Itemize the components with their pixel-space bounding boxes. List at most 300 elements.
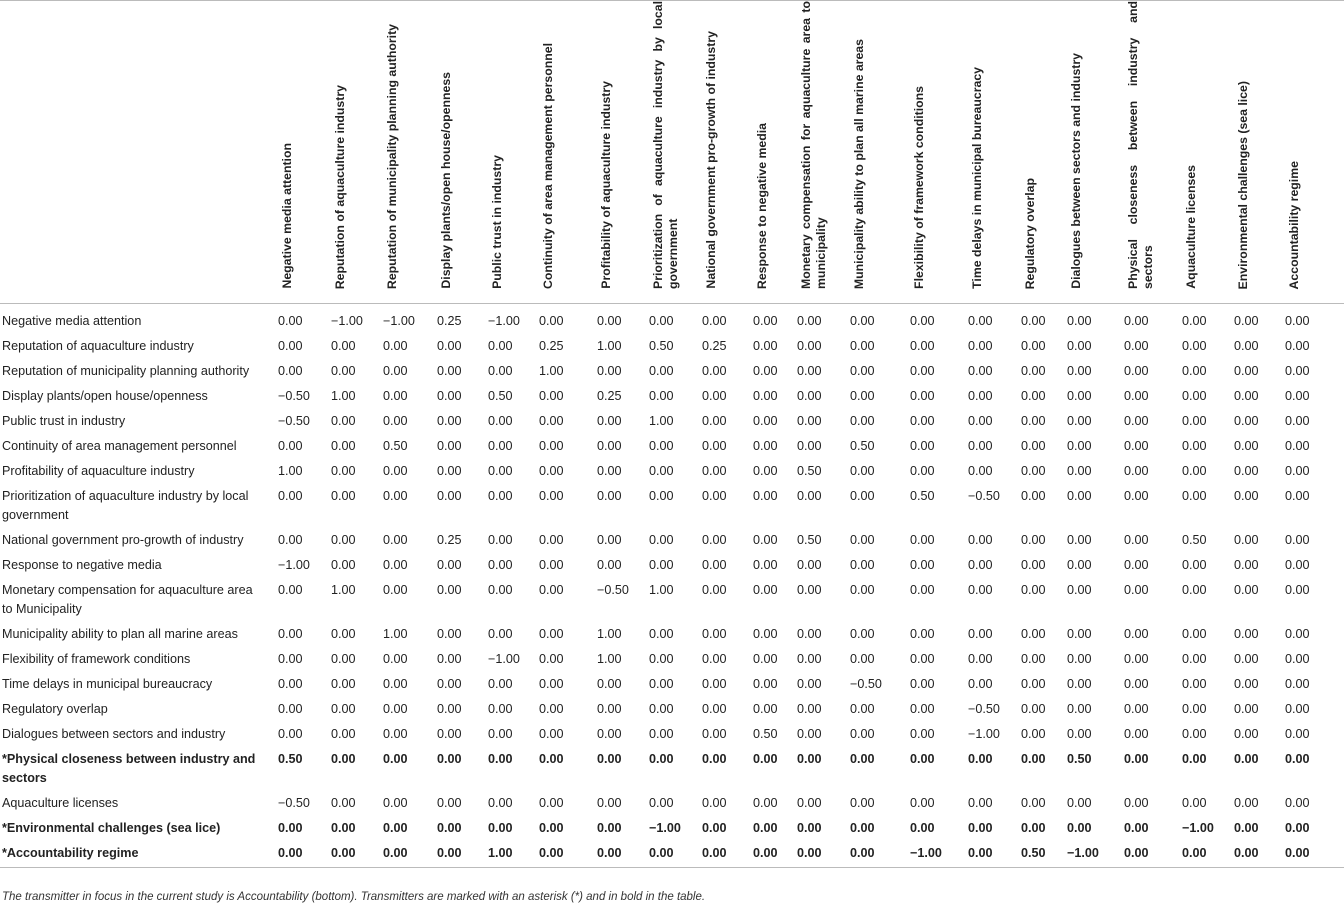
table-cell: 0.25 <box>437 314 462 328</box>
table-cell: 0.00 <box>702 489 727 503</box>
table-cell: 0.00 <box>968 583 993 597</box>
column-header-label: Accountability regime <box>1287 160 1301 289</box>
table-cell: 0.00 <box>702 796 727 810</box>
table-cell: 0.00 <box>1234 439 1259 453</box>
table-cell: 0.00 <box>331 558 356 572</box>
table-cell: 0.00 <box>488 821 513 835</box>
table-cell: 0.00 <box>968 364 993 378</box>
table-cell: 0.00 <box>539 414 564 428</box>
column-header-label: Aquaculture licenses <box>1184 165 1198 289</box>
table-cell: 0.00 <box>539 558 564 572</box>
table-cell: −1.00 <box>1182 821 1214 835</box>
table-cell: 0.00 <box>1285 533 1310 547</box>
header-row <box>0 1 1344 304</box>
row-label: Reputation of municipality planning authority <box>2 364 250 378</box>
table-cell: 0.00 <box>331 464 356 478</box>
table-cell: 0.00 <box>1124 821 1149 835</box>
table-cell: 0.00 <box>753 702 778 716</box>
table-cell: 0.00 <box>1182 627 1207 641</box>
table-cell: 0.00 <box>1124 558 1149 572</box>
table-cell: 0.00 <box>383 702 408 716</box>
column-header-label: Time delays in municipal bureaucracy <box>970 67 984 289</box>
table-cell: 0.00 <box>383 489 408 503</box>
table-cell: 0.00 <box>1285 558 1310 572</box>
table-cell: 0.00 <box>1285 627 1310 641</box>
table-cell: 0.00 <box>850 652 875 666</box>
table-cell: 0.00 <box>488 702 513 716</box>
table-cell: 0.25 <box>539 339 564 353</box>
table-cell: 0.00 <box>278 727 303 741</box>
table-cell: 0.00 <box>1285 339 1310 353</box>
table-cell: 0.00 <box>968 314 993 328</box>
table-cell: 0.00 <box>1285 652 1310 666</box>
table-row <box>0 434 1344 459</box>
table-cell: 0.00 <box>797 558 822 572</box>
row-label: Reputation of aquaculture industry <box>2 339 194 353</box>
column-header-label: Municipality ability to plan all marine areas <box>852 38 866 289</box>
table-cell: 0.00 <box>1234 414 1259 428</box>
table-cell: 0.00 <box>1067 364 1092 378</box>
table-cell: 0.00 <box>910 339 935 353</box>
table-cell: 0.00 <box>383 389 408 403</box>
table-cell: 0.00 <box>1234 533 1259 547</box>
table-cell: 0.50 <box>910 489 935 503</box>
table-cell: 0.00 <box>488 489 513 503</box>
table-cell: 0.00 <box>1234 702 1259 716</box>
table-cell: 0.00 <box>1124 439 1149 453</box>
table-cell: 0.00 <box>1182 339 1207 353</box>
table-cell: 0.00 <box>1182 389 1207 403</box>
table-cell: 0.00 <box>383 652 408 666</box>
table-cell: 0.00 <box>597 727 622 741</box>
column-header <box>795 1 848 304</box>
table-cell: 0.00 <box>753 677 778 691</box>
table-cell: 0.00 <box>968 677 993 691</box>
table-cell: 0.00 <box>649 464 674 478</box>
table-cell: 0.00 <box>1232 841 1283 868</box>
table-cell: 1.00 <box>278 464 303 478</box>
column-header-label: Negative media attention <box>280 143 294 289</box>
column-header-label: Physical closeness between industry and sectors <box>1126 1 1155 289</box>
table-cell: 0.00 <box>702 677 727 691</box>
column-header-label: National government pro-growth of industry <box>704 31 718 289</box>
table-cell: 0.00 <box>488 677 513 691</box>
table-cell: 0.00 <box>539 677 564 691</box>
table-cell: 0.00 <box>797 752 822 766</box>
table-cell: 0.00 <box>488 583 513 597</box>
table-cell: 0.00 <box>488 464 513 478</box>
table-cell: 0.00 <box>1067 796 1092 810</box>
table-cell: 0.00 <box>597 314 622 328</box>
table-cell: 0.00 <box>539 752 564 766</box>
table-cell: 0.00 <box>488 364 513 378</box>
table-cell: 0.00 <box>1021 533 1046 547</box>
table-cell: 0.00 <box>850 558 875 572</box>
table-cell: 0.00 <box>597 464 622 478</box>
table-cell: 0.00 <box>1067 558 1092 572</box>
table-cell: 0.00 <box>278 677 303 691</box>
table-cell: 0.00 <box>1285 414 1310 428</box>
matrix-body <box>0 304 1344 868</box>
table-cell: 0.00 <box>383 339 408 353</box>
table-cell: 0.00 <box>1234 727 1259 741</box>
table-cell: 0.00 <box>1067 652 1092 666</box>
table-cell: 0.00 <box>968 414 993 428</box>
table-cell: 0.50 <box>1182 533 1207 547</box>
table-cell: 0.00 <box>1285 583 1310 597</box>
table-cell: 0.00 <box>1124 489 1149 503</box>
table-cell: 0.00 <box>1234 558 1259 572</box>
table-row <box>0 747 1344 791</box>
table-cell: 0.50 <box>383 439 408 453</box>
table-cell: 0.00 <box>910 752 935 766</box>
table-cell: 0.00 <box>797 627 822 641</box>
table-cell: 0.00 <box>1182 364 1207 378</box>
table-cell: 0.00 <box>968 752 993 766</box>
table-cell: −0.50 <box>278 414 310 428</box>
table-cell: 0.00 <box>278 314 303 328</box>
table-cell: 0.00 <box>649 489 674 503</box>
table-row <box>0 791 1344 816</box>
table-cell: 0.00 <box>968 389 993 403</box>
table-cell: 0.00 <box>647 841 700 868</box>
column-header <box>537 1 595 304</box>
table-cell: −1.00 <box>649 821 681 835</box>
row-label: Response to negative media <box>2 558 162 572</box>
table-cell: 0.00 <box>437 702 462 716</box>
table-cell: 0.00 <box>1182 464 1207 478</box>
table-cell: 0.00 <box>488 533 513 547</box>
table-cell: −0.50 <box>968 702 1000 716</box>
table-cell: 0.00 <box>383 414 408 428</box>
table-cell: 0.00 <box>597 364 622 378</box>
table-cell: 0.00 <box>597 796 622 810</box>
table-cell: −1.00 <box>488 314 520 328</box>
table-cell: 0.50 <box>649 339 674 353</box>
table-cell: 0.00 <box>488 339 513 353</box>
column-header-label: Monetary compensation for aquaculture area to municipality <box>799 1 828 289</box>
table-cell: 0.00 <box>753 652 778 666</box>
table-cell: 0.00 <box>437 489 462 503</box>
table-cell: 0.00 <box>850 727 875 741</box>
table-cell: 0.00 <box>797 652 822 666</box>
table-cell: 0.00 <box>383 583 408 597</box>
table-cell: 0.00 <box>1124 627 1149 641</box>
table-cell: 0.00 <box>331 489 356 503</box>
table-cell: 0.00 <box>968 439 993 453</box>
table-cell: 1.00 <box>649 414 674 428</box>
table-cell: 0.00 <box>1021 796 1046 810</box>
table-cell: 0.00 <box>539 727 564 741</box>
table-cell: 0.00 <box>1124 533 1149 547</box>
table-cell: 0.00 <box>1182 414 1207 428</box>
row-label: Public trust in industry <box>2 414 126 428</box>
table-cell: 1.00 <box>597 339 622 353</box>
table-cell: 0.00 <box>539 627 564 641</box>
table-cell: 0.00 <box>1124 752 1149 766</box>
table-cell: 0.00 <box>850 314 875 328</box>
table-cell: 0.00 <box>331 339 356 353</box>
table-cell: 0.00 <box>795 841 848 868</box>
column-header-label: Response to negative media <box>755 122 769 289</box>
table-cell: 0.00 <box>753 364 778 378</box>
table-cell: 0.00 <box>850 414 875 428</box>
table-cell: 0.00 <box>331 677 356 691</box>
table-cell: 0.00 <box>649 389 674 403</box>
table-cell: 0.00 <box>850 533 875 547</box>
table-cell: 0.00 <box>702 702 727 716</box>
column-header <box>1122 1 1180 304</box>
table-cell: 0.00 <box>850 339 875 353</box>
table-cell: 0.50 <box>753 727 778 741</box>
table-cell: 1.00 <box>486 841 537 868</box>
table-cell: 0.00 <box>1182 796 1207 810</box>
table-cell: 0.00 <box>968 821 993 835</box>
table-cell: 0.00 <box>649 627 674 641</box>
table-cell: 1.00 <box>331 389 356 403</box>
table-cell: 0.00 <box>753 314 778 328</box>
table-cell: 0.00 <box>537 841 595 868</box>
table-cell: 0.00 <box>1182 489 1207 503</box>
table-cell: 0.00 <box>753 533 778 547</box>
table-cell: 0.00 <box>1021 627 1046 641</box>
table-cell: 0.00 <box>278 702 303 716</box>
column-header <box>595 1 647 304</box>
table-cell: 0.00 <box>753 414 778 428</box>
row-label: Dialogues between sectors and industry <box>2 727 226 741</box>
table-cell: 1.00 <box>649 583 674 597</box>
table-cell: 0.00 <box>1067 414 1092 428</box>
table-cell: 0.00 <box>1067 489 1092 503</box>
column-header <box>1283 1 1344 304</box>
column-header <box>1180 1 1232 304</box>
table-cell: 0.00 <box>1124 414 1149 428</box>
column-header <box>966 1 1019 304</box>
row-label: Time delays in municipal bureaucracy <box>2 677 213 691</box>
table-cell: 1.00 <box>539 364 564 378</box>
table-cell: 0.00 <box>437 677 462 691</box>
table-cell: 0.00 <box>702 533 727 547</box>
table-cell: 0.00 <box>753 389 778 403</box>
table-cell: 0.00 <box>1124 464 1149 478</box>
column-header <box>1232 1 1283 304</box>
table-cell: 0.00 <box>649 677 674 691</box>
table-cell: 0.00 <box>1124 389 1149 403</box>
table-cell: 0.00 <box>1067 339 1092 353</box>
table-cell: 0.00 <box>1285 389 1310 403</box>
table-cell: 0.00 <box>278 533 303 547</box>
table-cell: 0.00 <box>331 727 356 741</box>
table-row <box>0 722 1344 747</box>
row-label: Flexibility of framework conditions <box>2 652 191 666</box>
table-row <box>0 816 1344 841</box>
table-cell: 0.00 <box>331 627 356 641</box>
table-cell: 0.00 <box>649 364 674 378</box>
table-cell: 0.50 <box>1067 752 1092 766</box>
table-cell: 0.00 <box>797 583 822 597</box>
table-cell: 0.00 <box>488 727 513 741</box>
row-label: Regulatory overlap <box>2 702 108 716</box>
table-row <box>0 304 1344 335</box>
table-cell: 0.00 <box>910 464 935 478</box>
table-cell: 1.00 <box>331 583 356 597</box>
table-cell: 0.00 <box>910 821 935 835</box>
table-cell: 0.00 <box>910 533 935 547</box>
table-cell: 0.00 <box>383 533 408 547</box>
table-cell: 0.00 <box>968 339 993 353</box>
table-cell: 0.00 <box>910 627 935 641</box>
row-label: Negative media attention <box>2 314 142 328</box>
table-cell: 0.00 <box>702 364 727 378</box>
row-label: *Physical closeness between industry and sectors <box>2 752 256 785</box>
table-cell: 0.00 <box>1124 364 1149 378</box>
table-cell: 0.00 <box>437 752 462 766</box>
table-cell: 0.00 <box>539 702 564 716</box>
table-cell: 0.00 <box>1067 727 1092 741</box>
table-cell: −1.00 <box>968 727 1000 741</box>
row-label: Aquaculture licenses <box>2 796 119 810</box>
table-cell: 0.00 <box>437 627 462 641</box>
table-cell: 0.00 <box>383 677 408 691</box>
table-cell: 0.00 <box>753 752 778 766</box>
table-cell: 0.00 <box>966 841 1019 868</box>
table-cell: 0.00 <box>1285 464 1310 478</box>
table-cell: 0.00 <box>331 414 356 428</box>
table-cell: 0.00 <box>797 727 822 741</box>
table-cell: 0.00 <box>1067 702 1092 716</box>
table-cell: 0.00 <box>1234 752 1259 766</box>
table-row <box>0 697 1344 722</box>
table-cell: 0.00 <box>1182 752 1207 766</box>
table-cell: 0.00 <box>702 727 727 741</box>
table-cell: 0.00 <box>597 439 622 453</box>
table-cell: 0.00 <box>278 489 303 503</box>
table-row <box>0 841 1344 868</box>
table-row <box>0 647 1344 672</box>
table-row <box>0 484 1344 528</box>
table-cell: 0.00 <box>910 364 935 378</box>
table-cell: 0.00 <box>910 677 935 691</box>
table-cell: 0.00 <box>850 389 875 403</box>
table-cell: 0.00 <box>1124 652 1149 666</box>
table-cell: −1.00 <box>278 558 310 572</box>
table-cell: 0.00 <box>437 464 462 478</box>
table-cell: 0.00 <box>488 558 513 572</box>
column-header <box>381 1 435 304</box>
column-header-label: Reputation of municipality planning authority <box>385 23 399 289</box>
table-cell: 0.50 <box>850 439 875 453</box>
table-cell: 0.00 <box>797 314 822 328</box>
table-cell: −0.50 <box>850 677 882 691</box>
table-cell: −0.50 <box>278 389 310 403</box>
table-cell: 0.00 <box>597 677 622 691</box>
table-cell: 0.00 <box>383 464 408 478</box>
table-cell: 0.00 <box>331 702 356 716</box>
table-cell: 0.00 <box>437 796 462 810</box>
column-header <box>647 1 700 304</box>
table-cell: 1.00 <box>597 627 622 641</box>
table-cell: 0.00 <box>910 727 935 741</box>
table-cell: 0.00 <box>910 414 935 428</box>
table-cell: 0.00 <box>1234 364 1259 378</box>
table-cell: 0.00 <box>1285 439 1310 453</box>
table-cell: 0.00 <box>968 627 993 641</box>
table-cell: 0.00 <box>435 841 486 868</box>
table-cell: 0.00 <box>437 339 462 353</box>
table-cell: 0.00 <box>331 821 356 835</box>
table-cell: 0.00 <box>1234 339 1259 353</box>
table-cell: 0.00 <box>1234 821 1259 835</box>
table-cell: 0.00 <box>1021 464 1046 478</box>
table-cell: 0.00 <box>1021 677 1046 691</box>
table-cell: 0.00 <box>278 364 303 378</box>
table-cell: 0.00 <box>1182 677 1207 691</box>
table-cell: 0.50 <box>1019 841 1065 868</box>
table-cell: 0.00 <box>1182 558 1207 572</box>
table-row <box>0 528 1344 553</box>
table-cell: 0.00 <box>331 364 356 378</box>
table-cell: 0.00 <box>597 702 622 716</box>
table-cell: 0.00 <box>1285 314 1310 328</box>
table-cell: 0.00 <box>278 627 303 641</box>
table-cell: 0.00 <box>968 558 993 572</box>
table-cell: 0.00 <box>1285 752 1310 766</box>
table-cell: 0.00 <box>539 533 564 547</box>
table-cell: 0.00 <box>702 558 727 572</box>
table-cell: 0.00 <box>383 796 408 810</box>
table-cell: 0.00 <box>850 464 875 478</box>
table-footnote: The transmitter in focus in the current study is Accountability (bottom). Transmitters are marked with an asterisk (*) and in bold in the table. <box>2 891 706 903</box>
column-header <box>276 1 329 304</box>
column-header <box>848 1 908 304</box>
table-cell: 0.00 <box>1283 841 1344 868</box>
table-cell: 0.00 <box>702 652 727 666</box>
table-cell: −0.50 <box>597 583 629 597</box>
row-label: Municipality ability to plan all marine areas <box>2 627 238 641</box>
table-cell: 0.00 <box>278 821 303 835</box>
row-label: *Environmental challenges (sea lice) <box>2 821 221 835</box>
table-cell: 0.00 <box>1182 702 1207 716</box>
table-cell: 0.00 <box>649 652 674 666</box>
table-cell: 0.25 <box>702 339 727 353</box>
table-cell: 0.00 <box>1285 489 1310 503</box>
table-cell: −1.00 <box>488 652 520 666</box>
table-cell: 0.00 <box>797 389 822 403</box>
table-cell: 0.00 <box>753 339 778 353</box>
table-cell: −1.00 <box>908 841 966 868</box>
table-cell: 0.00 <box>437 652 462 666</box>
table-cell: 0.00 <box>649 702 674 716</box>
column-header-label: Continuity of area management personnel <box>541 43 555 289</box>
table-cell: 0.50 <box>488 389 513 403</box>
column-header-label: Public trust in industry <box>490 155 504 289</box>
table-cell: 0.00 <box>649 727 674 741</box>
table-cell: 0.00 <box>702 314 727 328</box>
table-cell: 0.00 <box>797 796 822 810</box>
table-cell: 0.00 <box>1124 727 1149 741</box>
table-cell: 0.00 <box>797 677 822 691</box>
table-cell: 0.00 <box>700 841 751 868</box>
table-cell: 0.00 <box>751 841 795 868</box>
table-cell: 0.00 <box>1067 464 1092 478</box>
table-cell: 0.00 <box>702 752 727 766</box>
table-cell: 0.00 <box>797 414 822 428</box>
table-cell: 0.00 <box>850 489 875 503</box>
table-cell: 0.00 <box>850 796 875 810</box>
table-cell: 0.00 <box>331 752 356 766</box>
table-cell: 0.00 <box>850 583 875 597</box>
column-header-label: Prioritization of aquaculture industry by local government <box>651 1 680 289</box>
